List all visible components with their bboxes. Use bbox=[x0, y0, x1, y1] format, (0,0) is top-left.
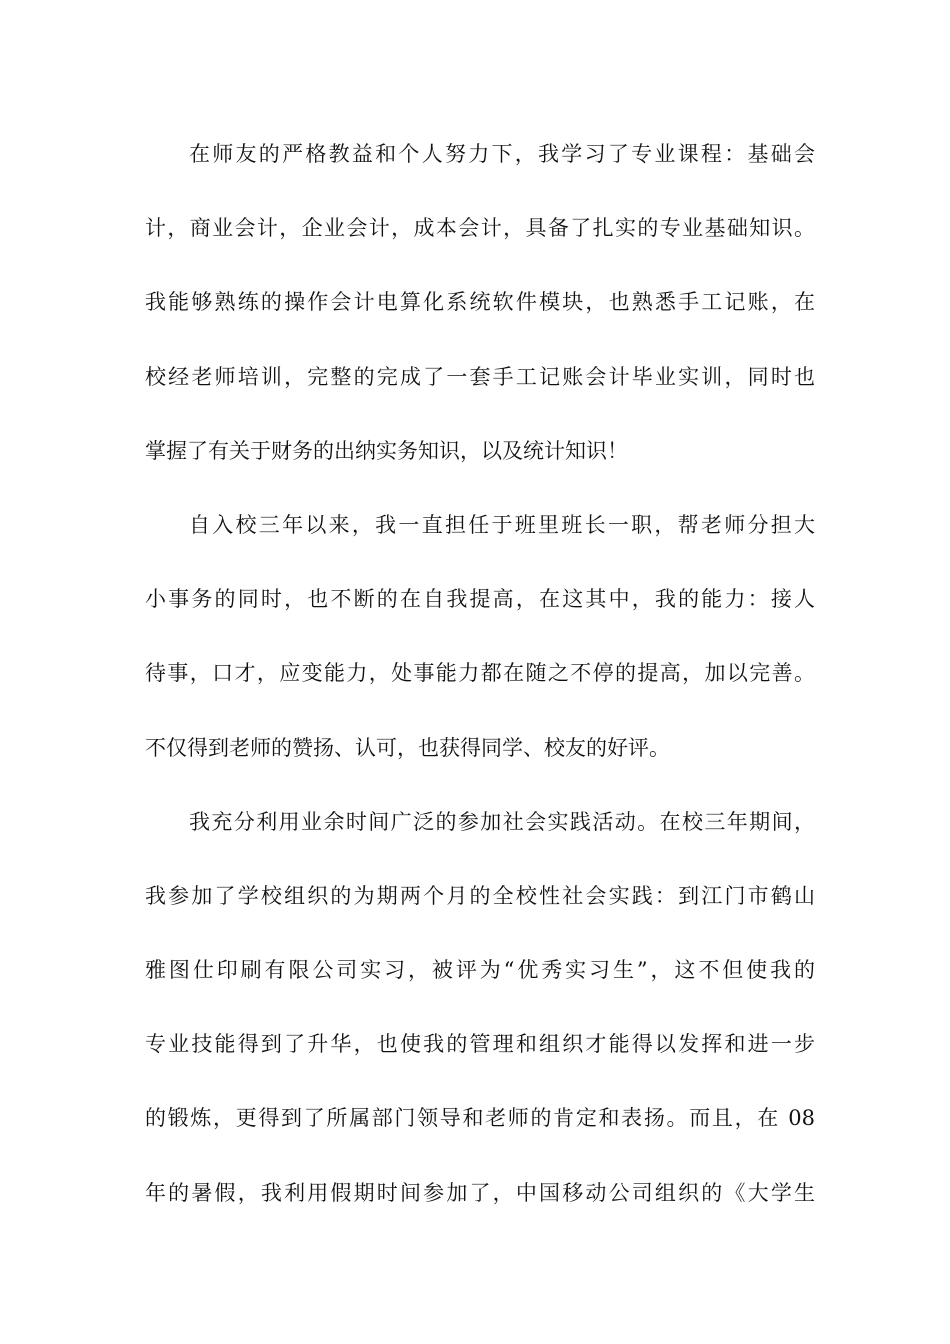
paragraph-1 bbox=[145, 130, 815, 501]
paragraph-line: 自入校三年以来，我一直担任于班里班长一职，帮老师分担大 bbox=[189, 512, 815, 537]
paragraph-line: 在师友的严格教益和个人努力下，我学习了专业课程：基础会 bbox=[189, 142, 815, 166]
paragraph-line: 小事务的同时，也不断的在自我提高，在这其中，我的能力：接人 bbox=[145, 587, 815, 612]
paragraph-3 bbox=[145, 798, 815, 1243]
paragraph-line: 待事，口才，应变能力，处事能力都在随之不停的提高，加以完善。 bbox=[145, 661, 815, 686]
paragraph-line: 计，商业会计，企业会计，成本会计，具备了扎实的专业基础知识。 bbox=[145, 216, 815, 241]
paragraph-2 bbox=[145, 501, 815, 798]
paragraph-line: 年的暑假，我利用假期时间参加了，中国移动公司组织的《大学生 bbox=[145, 1180, 815, 1205]
paragraph-line: 不仅得到老师的赞扬、认可，也获得同学、校友的好评。 bbox=[145, 735, 670, 760]
document-body bbox=[145, 130, 815, 1243]
paragraph-line: 的锻炼，更得到了所属部门领导和老师的肯定和表扬。而且，在 08 bbox=[145, 1106, 815, 1131]
paragraph-line: 专业技能得到了升华，也使我的管理和组织才能得以发挥和进一步 bbox=[145, 1032, 815, 1057]
paragraph-line: 掌握了有关于财务的出纳实务知识，以及统计知识！ bbox=[145, 438, 628, 463]
paragraph-line: 我能够熟练的操作会计电算化系统软件模块，也熟悉手工记账，在 bbox=[145, 290, 815, 315]
paragraph-line: 我充分利用业余时间广泛的参加社会实践活动。在校三年期间， bbox=[189, 809, 815, 834]
paragraph-line: 我参加了学校组织的为期两个月的全校性社会实践：到江门市鹤山 bbox=[145, 883, 815, 908]
paragraph-line: 校经老师培训，完整的完成了一套手工记账会计毕业实训，同时也 bbox=[145, 364, 815, 389]
paragraph-line: 雅图仕印刷有限公司实习，被评为“优秀实习生”，这不但使我的 bbox=[145, 958, 815, 983]
